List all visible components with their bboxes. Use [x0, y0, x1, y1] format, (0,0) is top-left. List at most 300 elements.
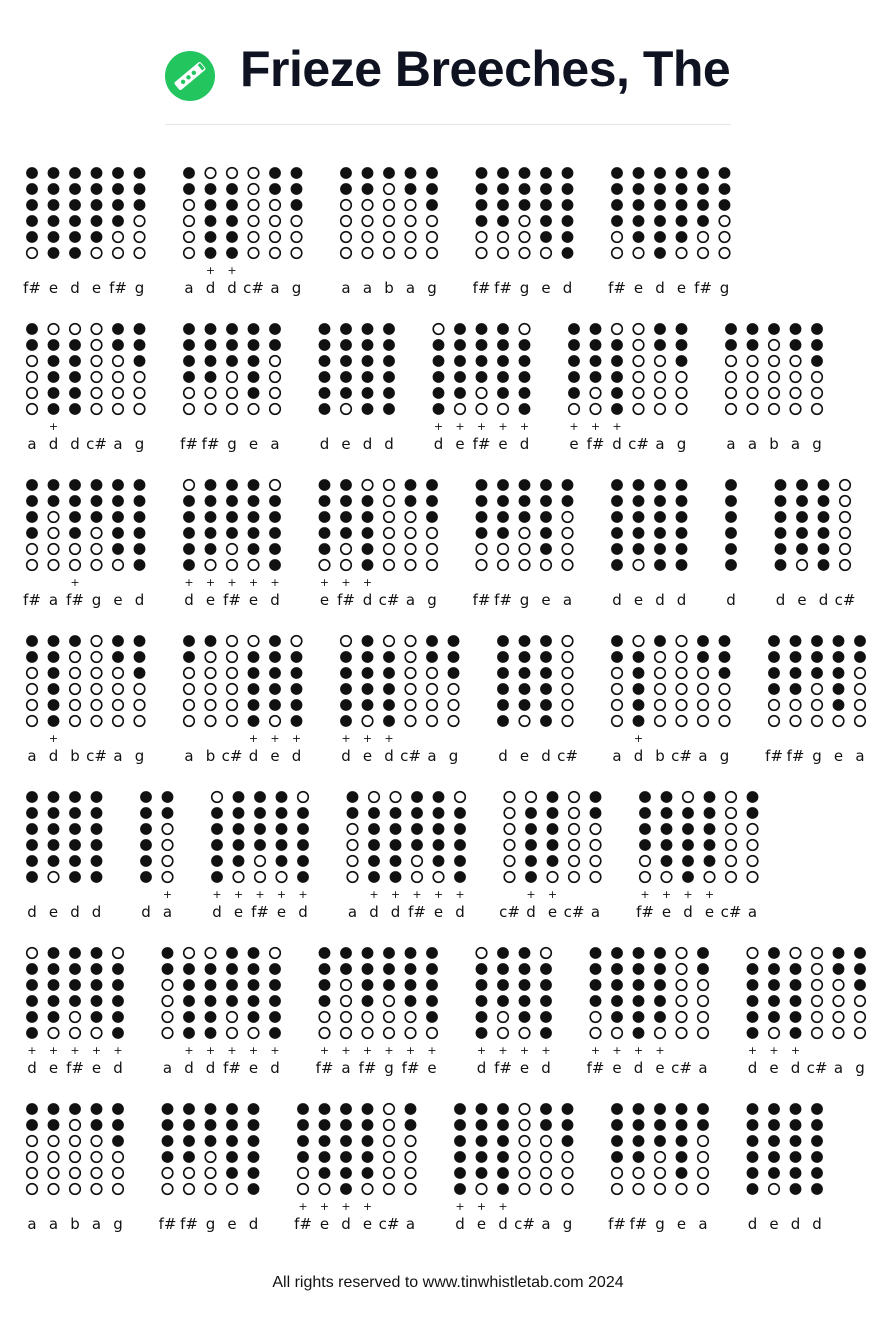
covered-hole [725, 559, 737, 571]
covered-hole [639, 791, 651, 803]
open-hole [27, 1168, 38, 1179]
covered-hole [340, 947, 352, 959]
octave-plus-marker: + [27, 1044, 37, 1057]
note-letter: b [205, 747, 216, 765]
note-letter: g [812, 747, 822, 765]
open-hole [427, 544, 438, 555]
note-letter: a [833, 1059, 844, 1077]
open-hole [498, 1028, 509, 1039]
covered-hole [319, 1135, 331, 1147]
open-hole [341, 232, 352, 243]
open-hole [162, 996, 173, 1007]
note-letter: f# [494, 279, 512, 297]
note-fingering [854, 635, 866, 765]
note-fingering [671, 948, 692, 1077]
open-hole [612, 232, 623, 243]
octave-plus-marker: + [362, 732, 373, 745]
page-title: Frieze Breeches, The [240, 41, 731, 97]
covered-hole [91, 839, 103, 851]
covered-hole [48, 167, 60, 179]
open-hole [405, 1168, 416, 1179]
covered-hole [818, 543, 830, 555]
note-letter: d [212, 903, 222, 921]
note-fingering [790, 948, 802, 1077]
covered-hole [269, 683, 281, 695]
covered-hole [476, 1167, 488, 1179]
open-hole [562, 544, 573, 555]
octave-plus-marker: + [319, 1200, 330, 1213]
note-fingering [633, 167, 645, 297]
covered-hole [562, 199, 574, 211]
note-letter: f# [223, 1059, 241, 1077]
covered-hole [248, 543, 260, 555]
covered-hole [747, 963, 759, 975]
covered-hole [205, 979, 217, 991]
covered-hole [205, 479, 217, 491]
covered-hole [69, 979, 81, 991]
note-fingering [211, 792, 223, 921]
covered-hole [540, 995, 552, 1007]
open-hole [476, 544, 487, 555]
note-fingering [180, 1103, 198, 1233]
covered-hole [390, 855, 402, 867]
octave-plus-marker: + [205, 1044, 216, 1057]
covered-hole [48, 791, 60, 803]
note-fingering [48, 791, 60, 921]
covered-hole [362, 963, 374, 975]
open-hole [227, 168, 238, 179]
note-fingering [587, 323, 605, 453]
note-letter: e [541, 279, 551, 297]
open-hole [384, 996, 395, 1007]
covered-hole [676, 1103, 688, 1115]
covered-hole [633, 183, 645, 195]
covered-hole [340, 1103, 352, 1115]
octave-plus-marker: + [212, 888, 222, 901]
note-letter: d [113, 1059, 123, 1077]
note-letter: e [476, 1215, 487, 1233]
covered-hole [26, 527, 38, 539]
open-hole [91, 668, 102, 679]
covered-hole [519, 979, 531, 991]
covered-hole [790, 339, 802, 351]
open-hole [384, 1104, 395, 1115]
open-hole [833, 996, 844, 1007]
note-letter: e [655, 1059, 665, 1077]
open-hole [427, 248, 438, 259]
note-fingering [587, 947, 605, 1077]
note-group [340, 167, 438, 297]
open-hole [298, 792, 309, 803]
note-letter: d [790, 1059, 801, 1077]
covered-hole [519, 339, 531, 351]
open-hole [812, 404, 823, 415]
covered-hole [568, 339, 580, 351]
open-hole [519, 716, 530, 727]
covered-hole [205, 527, 217, 539]
covered-hole [633, 231, 645, 243]
covered-hole [69, 199, 81, 211]
note-group [497, 635, 578, 765]
open-hole [113, 1168, 124, 1179]
octave-plus-marker: + [248, 1044, 259, 1057]
note-letter: e [91, 279, 102, 297]
open-hole [476, 1184, 487, 1195]
covered-hole [611, 371, 623, 383]
covered-hole [112, 339, 124, 351]
open-hole [633, 372, 644, 383]
open-hole [48, 544, 59, 555]
covered-hole [69, 387, 81, 399]
covered-hole [269, 667, 281, 679]
open-hole [134, 404, 145, 415]
covered-hole [818, 479, 830, 491]
note-fingering [807, 948, 828, 1077]
covered-hole [725, 339, 737, 351]
note-letter: d [362, 591, 373, 609]
covered-hole [205, 247, 217, 259]
note-fingering [790, 323, 802, 453]
covered-hole [476, 1027, 488, 1039]
covered-hole [91, 1119, 103, 1131]
covered-hole [269, 339, 281, 351]
octave-plus-marker: + [276, 888, 287, 901]
covered-hole [497, 1151, 509, 1163]
open-hole [726, 356, 737, 367]
covered-hole [704, 807, 716, 819]
octave-plus-marker: + [526, 888, 536, 901]
covered-hole [183, 1119, 195, 1131]
covered-hole [91, 963, 103, 975]
octave-plus-marker: + [790, 1044, 801, 1057]
octave-plus-marker: + [369, 888, 379, 901]
covered-hole [297, 1103, 309, 1115]
note-group [608, 167, 730, 297]
covered-hole [476, 1119, 488, 1131]
octave-plus-marker: + [362, 1044, 373, 1057]
open-hole [384, 248, 395, 259]
open-hole [248, 216, 259, 227]
covered-hole [319, 1167, 331, 1179]
covered-hole [611, 1011, 623, 1023]
open-hole [134, 700, 145, 711]
note-fingering [109, 167, 127, 297]
covered-hole [183, 543, 195, 555]
octave-plus-marker: + [433, 420, 444, 433]
covered-hole [519, 479, 531, 491]
covered-hole [633, 167, 645, 179]
covered-hole [611, 559, 623, 571]
covered-hole [248, 1151, 260, 1163]
note-letter: e [519, 1059, 530, 1077]
covered-hole [362, 651, 374, 663]
covered-hole [476, 479, 488, 491]
note-letter: d [248, 1215, 259, 1233]
note-letter: g [812, 435, 822, 453]
covered-hole [91, 167, 103, 179]
covered-hole [497, 1167, 509, 1179]
open-hole [676, 1012, 687, 1023]
covered-hole [112, 1103, 124, 1115]
open-hole [427, 528, 438, 539]
note-letter: d [27, 903, 37, 921]
covered-hole [69, 791, 81, 803]
octave-plus-marker: + [270, 732, 280, 745]
covered-hole [362, 635, 374, 647]
covered-hole [140, 791, 152, 803]
open-hole [405, 560, 416, 571]
note-letter: c# [221, 747, 243, 765]
covered-hole [362, 167, 374, 179]
open-hole [476, 232, 487, 243]
covered-hole [205, 1011, 217, 1023]
open-hole [270, 480, 281, 491]
covered-hole [833, 635, 845, 647]
note-fingering [69, 1103, 81, 1233]
note-letter: c# [400, 747, 421, 765]
note-fingering [454, 792, 466, 921]
open-hole [433, 324, 444, 335]
note-fingering [379, 1104, 400, 1233]
covered-hole [633, 495, 645, 507]
covered-hole [790, 1167, 802, 1179]
open-hole [833, 980, 844, 991]
note-letter: g [719, 279, 730, 297]
note-letter: f# [201, 435, 220, 453]
note-letter: d [141, 903, 151, 921]
covered-hole [676, 323, 688, 335]
open-hole [362, 248, 373, 259]
note-group [319, 323, 395, 453]
open-hole [676, 964, 687, 975]
open-hole [270, 232, 281, 243]
note-letter: c# [378, 591, 400, 609]
note-fingering [473, 479, 491, 609]
open-hole [113, 700, 124, 711]
covered-hole [676, 199, 688, 211]
covered-hole [633, 667, 645, 679]
covered-hole [426, 199, 438, 211]
open-hole [612, 1168, 623, 1179]
octave-plus-marker: + [341, 576, 351, 589]
covered-hole [411, 823, 423, 835]
note-letter: d [48, 747, 59, 765]
covered-hole [747, 1011, 759, 1023]
open-hole [184, 668, 195, 679]
open-hole [698, 1012, 709, 1023]
open-hole [227, 388, 238, 399]
note-letter: e [633, 591, 644, 609]
covered-hole [69, 963, 81, 975]
covered-hole [476, 371, 488, 383]
note-letter: d [91, 903, 102, 921]
covered-hole [611, 651, 623, 663]
open-hole [726, 872, 737, 883]
covered-hole [562, 1119, 574, 1131]
note-letter: d [655, 591, 665, 609]
note-letter: d [747, 1215, 758, 1233]
note-letter: g [655, 1215, 665, 1233]
note-letter: e [455, 435, 465, 453]
note-letter: d [612, 591, 622, 609]
covered-hole [226, 1119, 238, 1131]
covered-hole [297, 1119, 309, 1131]
covered-hole [654, 559, 666, 571]
covered-hole [790, 995, 802, 1007]
note-fingering [590, 791, 602, 921]
covered-hole [682, 823, 694, 835]
covered-hole [854, 651, 866, 663]
open-hole [184, 948, 195, 959]
note-letter: g [448, 747, 459, 765]
open-hole [812, 716, 823, 727]
note-letter: b [384, 279, 394, 297]
covered-hole [383, 339, 395, 351]
open-hole [48, 1136, 59, 1147]
covered-hole [205, 963, 217, 975]
open-hole [812, 700, 823, 711]
note-letter: g [205, 1215, 216, 1233]
open-hole [698, 996, 709, 1007]
open-hole [840, 528, 851, 539]
covered-hole [540, 215, 552, 227]
open-hole [633, 248, 644, 259]
note-fingering [26, 323, 38, 453]
covered-hole [112, 635, 124, 647]
note-letter: d [205, 279, 216, 297]
covered-hole [112, 963, 124, 975]
note-letter: d [519, 435, 530, 453]
covered-hole [562, 231, 574, 243]
covered-hole [590, 339, 602, 351]
open-hole [113, 404, 124, 415]
open-hole [633, 1168, 644, 1179]
open-hole [448, 684, 459, 695]
covered-hole [248, 1011, 260, 1023]
note-fingering [676, 167, 688, 297]
covered-hole [205, 323, 217, 335]
note-letter: a [341, 279, 351, 297]
covered-hole [497, 699, 509, 711]
covered-hole [91, 979, 103, 991]
covered-hole [205, 371, 217, 383]
covered-hole [540, 495, 552, 507]
covered-hole [319, 479, 331, 491]
covered-hole [497, 715, 509, 727]
covered-hole [725, 511, 737, 523]
covered-hole [633, 651, 645, 663]
covered-hole [611, 1103, 623, 1115]
covered-hole [254, 791, 266, 803]
open-hole [113, 388, 124, 399]
note-letter: d [369, 903, 379, 921]
open-hole [70, 1120, 81, 1131]
open-hole [790, 404, 801, 415]
covered-hole [383, 371, 395, 383]
note-group [568, 323, 687, 453]
open-hole [747, 856, 758, 867]
covered-hole [69, 839, 81, 851]
note-fingering [519, 635, 531, 765]
covered-hole [91, 231, 103, 243]
covered-hole [719, 199, 731, 211]
covered-hole [654, 511, 666, 523]
note-letter: a [790, 435, 801, 453]
note-fingering [205, 1103, 217, 1233]
note-fingering [426, 479, 438, 609]
octave-plus-marker: + [270, 576, 280, 589]
covered-hole [269, 559, 281, 571]
open-hole [519, 1168, 530, 1179]
open-hole [27, 948, 38, 959]
note-fingering [183, 635, 195, 765]
open-hole [455, 792, 466, 803]
covered-hole [383, 355, 395, 367]
covered-hole [448, 635, 460, 647]
covered-hole [183, 167, 195, 179]
covered-hole [48, 215, 60, 227]
octave-plus-marker: + [390, 888, 401, 901]
covered-hole [48, 1011, 60, 1023]
note-letter: d [541, 1059, 551, 1077]
open-hole [676, 404, 687, 415]
open-hole [91, 544, 102, 555]
open-hole [70, 1028, 81, 1039]
note-fingering [248, 1103, 260, 1233]
note-letter: c# [671, 1059, 692, 1077]
note-fingering [69, 324, 81, 453]
note-fingering [112, 479, 124, 609]
covered-hole [362, 1135, 374, 1147]
open-hole [113, 668, 124, 679]
covered-hole [134, 339, 146, 351]
covered-hole [768, 667, 780, 679]
covered-hole [476, 215, 488, 227]
open-hole [655, 1152, 666, 1163]
covered-hole [833, 683, 845, 695]
open-hole [319, 1028, 330, 1039]
open-hole [227, 1028, 238, 1039]
octave-plus-marker: + [455, 1200, 465, 1213]
open-hole [184, 716, 195, 727]
note-letter: d [541, 747, 551, 765]
covered-hole [69, 527, 81, 539]
covered-hole [362, 683, 374, 695]
note-fingering [183, 167, 195, 297]
open-hole [134, 232, 145, 243]
covered-hole [519, 167, 531, 179]
note-letter: d [227, 279, 237, 297]
note-letter: g [134, 279, 145, 297]
covered-hole [362, 371, 374, 383]
note-group [611, 479, 687, 609]
covered-hole [362, 403, 374, 415]
covered-hole [183, 495, 195, 507]
octave-plus-marker: + [633, 732, 644, 745]
covered-hole [562, 167, 574, 179]
covered-hole [654, 167, 666, 179]
note-letter: a [655, 435, 665, 453]
note-letter: a [855, 747, 865, 765]
covered-hole [454, 855, 466, 867]
covered-hole [811, 635, 823, 647]
open-hole [48, 528, 59, 539]
covered-hole [248, 651, 260, 663]
open-hole [612, 324, 623, 335]
open-hole [341, 996, 352, 1007]
open-hole [569, 872, 580, 883]
covered-hole [540, 543, 552, 555]
